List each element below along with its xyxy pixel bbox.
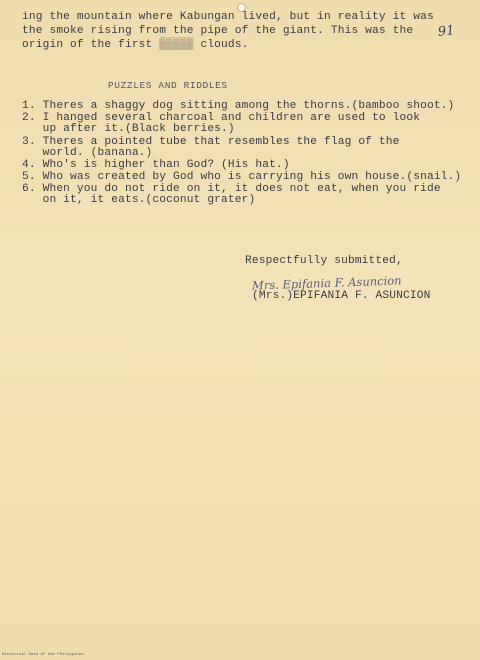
footer-note: Historical Data of the Philippines — [2, 653, 84, 657]
riddle-line: 2. I hanged several charcoal and children are used to look — [22, 112, 421, 124]
riddle-line: 6. When you do not ride on it, it does not eat, when you ride — [22, 183, 441, 195]
riddle-line: 4. Who's is higher than God? (His hat.) — [22, 159, 290, 171]
riddle-line: on it, it eats.(coconut grater) — [22, 194, 256, 206]
riddle-line: 3. Theres a pointed tube that resembles the flag of the — [22, 136, 400, 148]
section-title: PUZZLES AND RIDDLES — [108, 80, 228, 91]
handwritten-signature: Mrs. Epifania F. Asuncion — [251, 273, 402, 293]
intro-line: the smoke rising from the pipe of the giant. This was the — [22, 25, 414, 37]
riddle-line: 1. Theres a shaggy dog sitting among the thorns.(bamboo shoot.) — [22, 100, 455, 112]
signer-name: (Mrs.)EPIFANIA F. ASUNCION — [252, 290, 431, 302]
closing-text: Respectfully submitted, — [245, 255, 403, 267]
riddle-line: 5. Who was created by God who is carrying his own house.(snail.) — [22, 171, 462, 183]
intro-line: ing the mountain where Kabungan lived, but in reality it was — [22, 11, 434, 23]
page-number: 91 — [437, 23, 456, 40]
riddle-line: up after it.(Black berries.) — [22, 123, 235, 135]
intro-line: origin of the first ▒▒▒▒▒ clouds. — [22, 39, 249, 51]
riddle-line: world. (banana.) — [22, 147, 153, 159]
